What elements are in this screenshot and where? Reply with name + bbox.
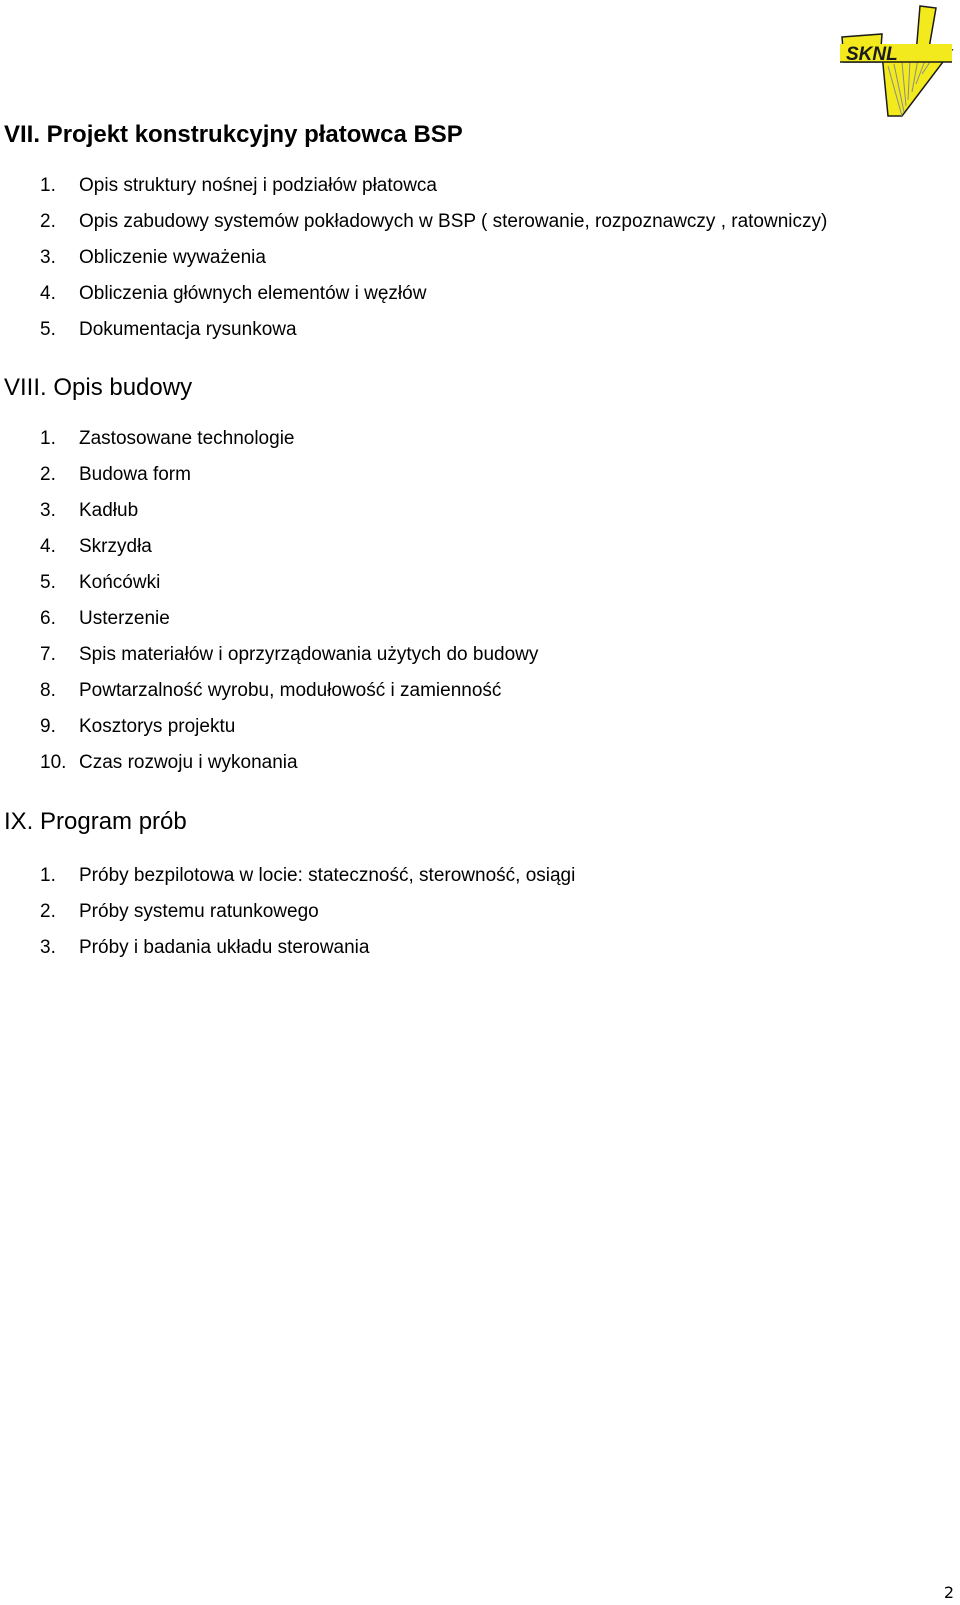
item-number: 3.	[40, 937, 56, 958]
item-number: 5.	[40, 572, 56, 593]
list-item	[0, 673, 940, 709]
list-item	[0, 457, 940, 493]
list-item	[0, 565, 940, 601]
item-text: Spis materiałów i oprzyrządowania użytych do budowy	[79, 644, 539, 665]
item-text: Dokumentacja rysunkowa	[79, 319, 297, 340]
section-program-prob	[0, 808, 940, 966]
list-item	[0, 493, 940, 529]
section-projekt-konstrukcyjny	[0, 121, 940, 348]
item-number: 9.	[40, 716, 56, 737]
section-items	[0, 858, 940, 966]
item-text: Obliczenia głównych elementów i węzłów	[79, 283, 427, 304]
item-text: Zastosowane technologie	[79, 428, 295, 449]
item-text: Usterzenie	[79, 608, 170, 629]
list-item	[0, 421, 940, 457]
item-text: Próby i badania układu sterowania	[79, 937, 370, 958]
item-text: Próby systemu ratunkowego	[79, 901, 319, 922]
list-item	[0, 312, 940, 348]
item-number: 2.	[40, 211, 56, 232]
item-number: 5.	[40, 319, 56, 340]
glider-logo-icon	[832, 4, 958, 122]
item-number: 2.	[40, 464, 56, 485]
item-number: 7.	[40, 644, 56, 665]
page-number: 2	[943, 1583, 954, 1602]
item-text: Opis zabudowy systemów pokładowych w BSP ( sterowanie, rozpoznawczy , ratowniczy)	[79, 211, 828, 232]
list-item	[0, 858, 940, 894]
list-item	[0, 276, 940, 312]
item-text: Obliczenie wyważenia	[79, 247, 266, 268]
list-item	[0, 204, 940, 240]
section-title: VII. Projekt konstrukcyjny płatowca BSP	[4, 121, 463, 148]
item-number: 4.	[40, 283, 56, 304]
logo-lettering: SKNL	[846, 44, 898, 65]
list-item	[0, 745, 940, 781]
list-item	[0, 240, 940, 276]
item-text: Skrzydła	[79, 536, 152, 557]
list-item	[0, 529, 940, 565]
item-text: Kosztorys projektu	[79, 716, 236, 737]
section-items	[0, 168, 940, 348]
item-number: 3.	[40, 247, 56, 268]
list-item	[0, 709, 940, 745]
item-text: Próby bezpilotowa w locie: stateczność, sterowność, osiągi	[79, 865, 576, 886]
item-number: 8.	[40, 680, 56, 701]
section-items	[0, 421, 940, 781]
item-text: Opis struktury nośnej i podziałów płatowca	[79, 175, 438, 196]
item-text: Końcówki	[79, 572, 161, 593]
item-text: Budowa form	[79, 464, 191, 485]
section-title: IX. Program prób	[4, 808, 187, 835]
list-item	[0, 601, 940, 637]
section-title: VIII. Opis budowy	[4, 374, 193, 401]
item-number: 6.	[40, 608, 56, 629]
item-number: 1.	[40, 428, 56, 449]
item-number: 10.	[40, 752, 67, 773]
item-text: Czas rozwoju i wykonania	[79, 752, 298, 773]
sknl-logo	[832, 4, 958, 122]
item-number: 1.	[40, 865, 56, 886]
item-number: 4.	[40, 536, 56, 557]
list-item	[0, 637, 940, 673]
list-item	[0, 168, 940, 204]
item-number: 3.	[40, 500, 56, 521]
item-text: Kadłub	[79, 500, 139, 521]
list-item	[0, 930, 940, 966]
item-text: Powtarzalność wyrobu, modułowość i zamienność	[79, 680, 502, 701]
item-number: 1.	[40, 175, 56, 196]
item-number: 2.	[40, 901, 56, 922]
section-opis-budowy	[0, 374, 940, 781]
list-item	[0, 894, 940, 930]
